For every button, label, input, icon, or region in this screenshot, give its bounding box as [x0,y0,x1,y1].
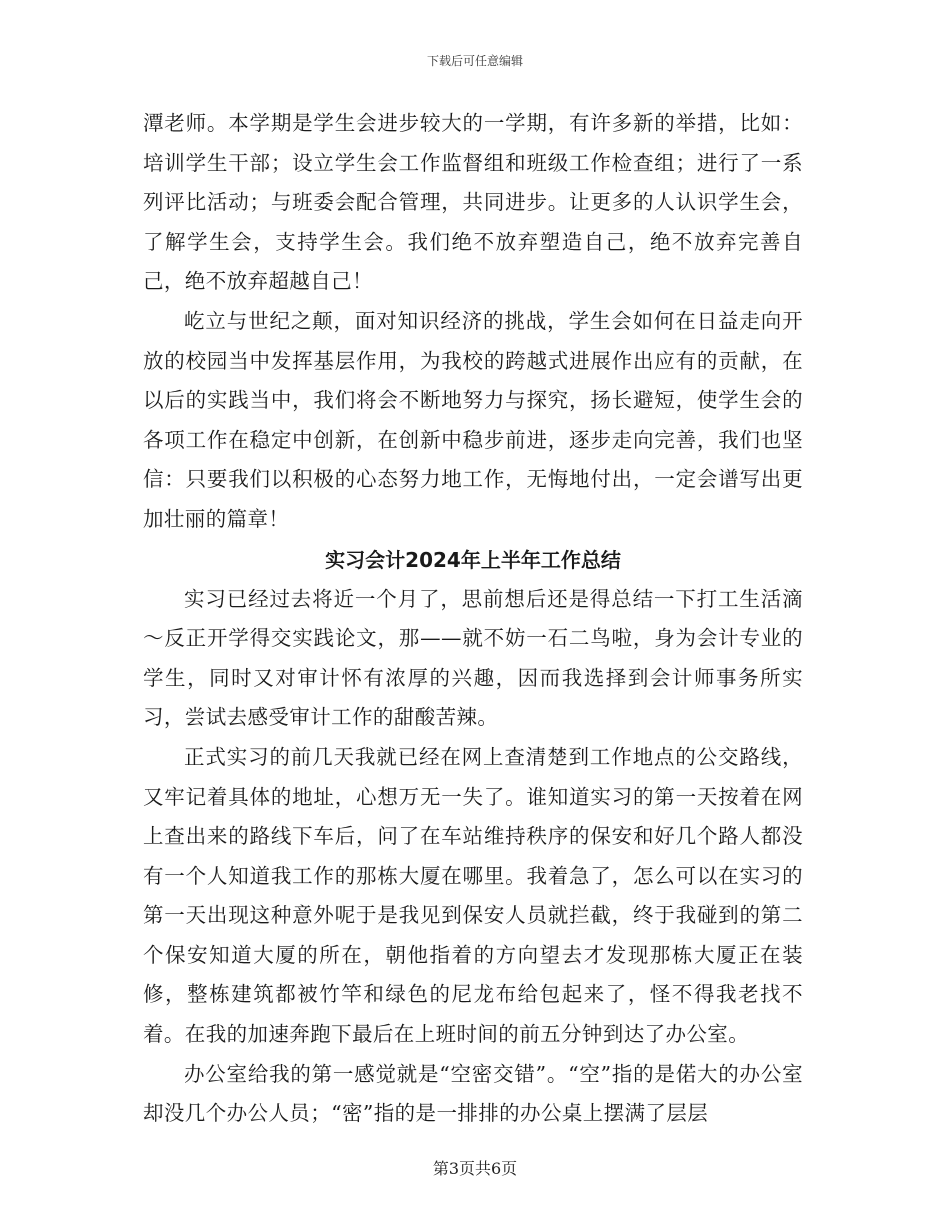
paragraph-4: 正式实习的前几天我就已经在网上查清楚到工作地点的公交路线，又牢记着具体的地址，心想万无一失了。谁知道实习的第一天按着在网上查出来的路线下车后，问了在车站维持秩序的保安和好几个路人都没有一个人知道我工作的那栋大厦在哪里。我着急了，怎么可以在实习的第一天出现这种意外呢于是我见到保安人员就拦截，终于我碰到的第二个保安知道大厦的所在，朝他指着的方向望去才发现那栋大厦正在装修，整栋建筑都被竹竿和绿色的尼龙布给包起来了，怪不得我老找不着。在我的加速奔跑下最后在上班时间的前五分钟到达了办公室。 [143,744,803,1047]
page-footer: 第3页共6页 [432,1159,518,1178]
paragraph-2: 屹立与世纪之颠，面对知识经济的挑战，学生会如何在日益走向开放的校园当中发挥基层作用，为我校的跨越式进展作出应有的贡献，在以后的实践当中，我们将会不断地努力与探究，扬长避短，使学生会的各项工作在稳定中创新，在创新中稳步前进，逐步走向完善，我们也坚信：只要我们以积极的心态努力地工作，无悔地付出，一定会谱写出更加壮丽的篇章！ [143,308,803,531]
paragraph-3: 实习已经过去将近一个月了，思前想后还是得总结一下打工生活滴～反正开学得交实践论文，那——就不妨一石二鸟啦，身为会计专业的学生，同时又对审计怀有浓厚的兴趣，因而我选择到会计师事务所实习，尝试去感受审计工作的甜酸苦辣。 [143,586,803,730]
section-heading: 实习会计2024年上半年工作总结 [325,547,621,572]
document-body [143,104,803,1134]
paragraph-1: 潭老师。本学期是学生会进步较大的一学期，有许多新的举措，比如：培训学生干部；设立学生会工作监督组和班级工作检查组；进行了一系列评比活动；与班委会配合管理，共同进步。让更多的人认识学生会，了解学生会，支持学生会。我们绝不放弃塑造自己，绝不放弃完善自己，绝不放弃超越自己！ [143,111,803,294]
paragraph-5: 办公室给我的第一感觉就是“空密交错”。“空”指的是偌大的办公室却没几个办公人员；“密”指的是一排排的办公桌上摆满了层层 [143,1061,803,1126]
page-header: 下载后可任意编辑 [426,54,523,68]
